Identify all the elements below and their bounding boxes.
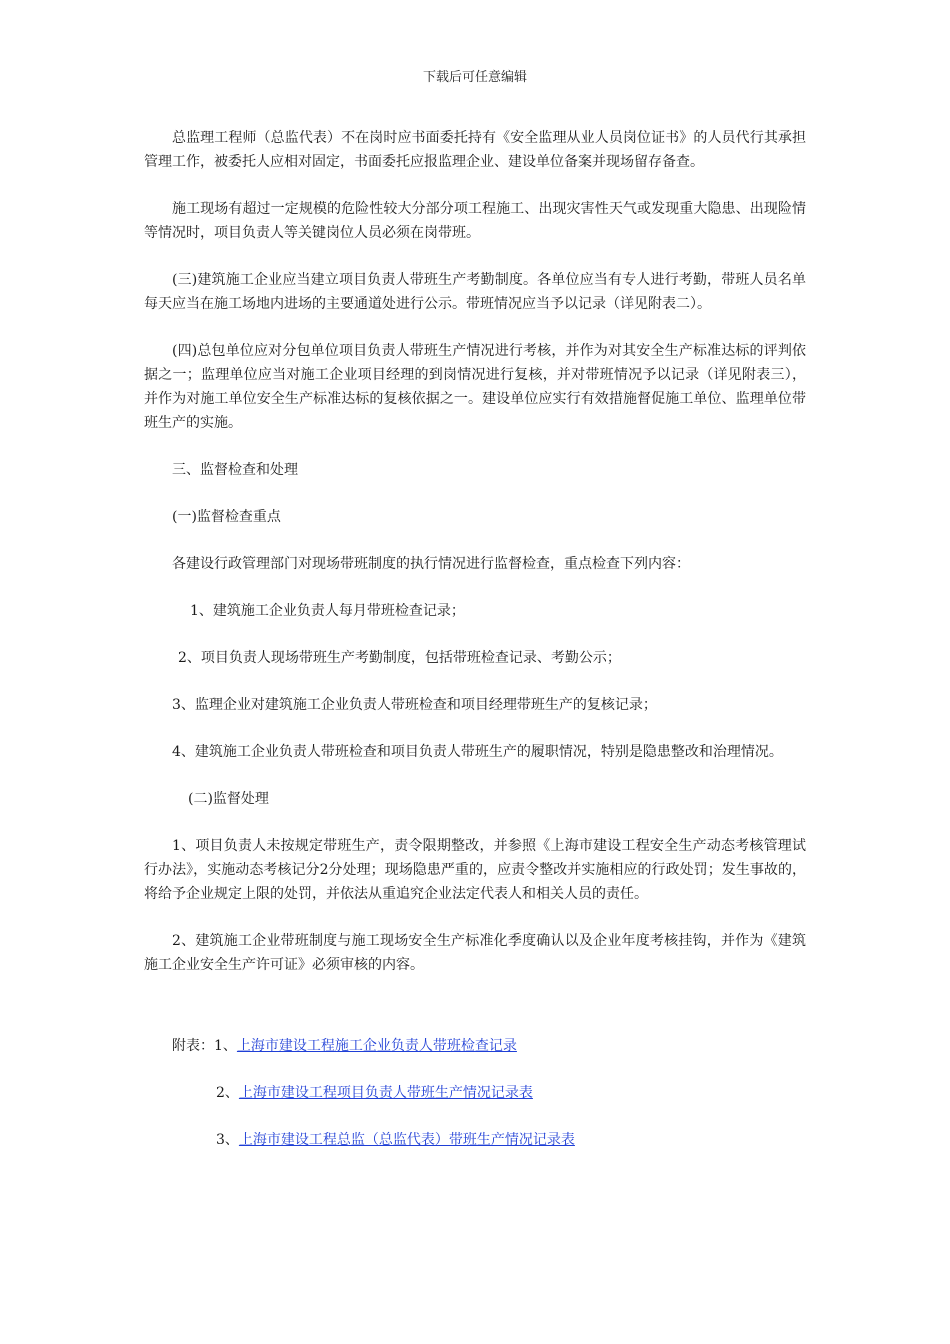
attachment-number: 2、 xyxy=(216,1085,239,1101)
paragraph-supervisor-delegation: 总监理工程师（总监代表）不在岗时应书面委托持有《安全监理从业人员岗位证书》的人员代行其承担管理工作，被委托人应相对固定，书面委托应报监理企业、建设单位备案并现场留存备查。 xyxy=(144,130,806,170)
attachment-link-3[interactable]: 上海市建设工程总监（总监代表）带班生产情况记录表 xyxy=(238,1132,575,1148)
attachment-number: 1、 xyxy=(214,1038,237,1054)
attachment-row xyxy=(144,1081,806,1105)
subsection-heading-handling: (二)监督处理 xyxy=(188,791,269,807)
attachment-row xyxy=(144,1128,806,1152)
attachment-label: 附表： xyxy=(172,1038,214,1054)
list-item: 2、项目负责人现场带班生产考勤制度，包括带班检查记录、考勤公示； xyxy=(178,650,621,666)
attachment-row xyxy=(144,1034,806,1058)
attachment-number: 3、 xyxy=(216,1132,239,1148)
list-item: 4、建筑施工企业负责人带班检查和项目负责人带班生产的履职情况，特别是隐患整改和治理情况。 xyxy=(172,744,783,760)
document-body xyxy=(144,126,806,1175)
attachment-link-1[interactable]: 上海市建设工程施工企业负责人带班检查记录 xyxy=(236,1038,517,1054)
list-item: 1、建筑施工企业负责人每月带班检查记录； xyxy=(190,603,465,619)
subsection-heading-focus: (一)监督检查重点 xyxy=(172,509,281,525)
section-heading-supervision: 三、监督检查和处理 xyxy=(172,462,298,478)
paragraph-onsite-duty: 施工现场有超过一定规模的危险性较大分部分项工程施工、出现灾害性天气或发现重大隐患、出现险情等情况时，项目负责人等关键岗位人员必须在岗带班。 xyxy=(144,201,806,241)
paragraph-assessment: (四)总包单位应对分包单位项目负责人带班生产情况进行考核，并作为对其安全生产标准达标的评判依据之一；监理单位应当对施工企业项目经理的到岗情况进行复核，并对带班情况予以记录（详见附表三），并作为对施工单位安全生产标准达标的复核依据之一。建设单位应实行有效措施督促施工单位、监理单位带班生产的实施。 xyxy=(144,343,806,431)
attachment-link-2[interactable]: 上海市建设工程项目负责人带班生产情况记录表 xyxy=(238,1085,533,1101)
paragraph-penalty-2: 2、建筑施工企业带班制度与施工现场安全生产标准化季度确认以及企业年度考核挂钩，并作为《建筑施工企业安全生产许可证》必须审核的内容。 xyxy=(144,933,806,973)
list-item: 3、监理企业对建筑施工企业负责人带班检查和项目经理带班生产的复核记录； xyxy=(172,697,657,713)
page-header: 下载后可任意编辑 xyxy=(422,70,527,85)
paragraph-penalty-1: 1、项目负责人未按规定带班生产，责令限期整改，并参照《上海市建设工程安全生产动态考核管理试行办法》，实施动态考核记分2分处理；现场隐患严重的，应责令整改并实施相应的行政处罚；发生事故的，将给予企业规定上限的处罚，并依法从重追究企业法定代表人和相关人员的责任。 xyxy=(144,838,806,902)
paragraph-inspection-intro: 各建设行政管理部门对现场带班制度的执行情况进行监督检查，重点检查下列内容： xyxy=(172,556,690,572)
paragraph-attendance-system: (三)建筑施工企业应当建立项目负责人带班生产考勤制度。各单位应当有专人进行考勤，带班人员名单每天应当在施工场地内进场的主要通道处进行公示。带班情况应当予以记录（详见附表二）。 xyxy=(144,272,806,312)
